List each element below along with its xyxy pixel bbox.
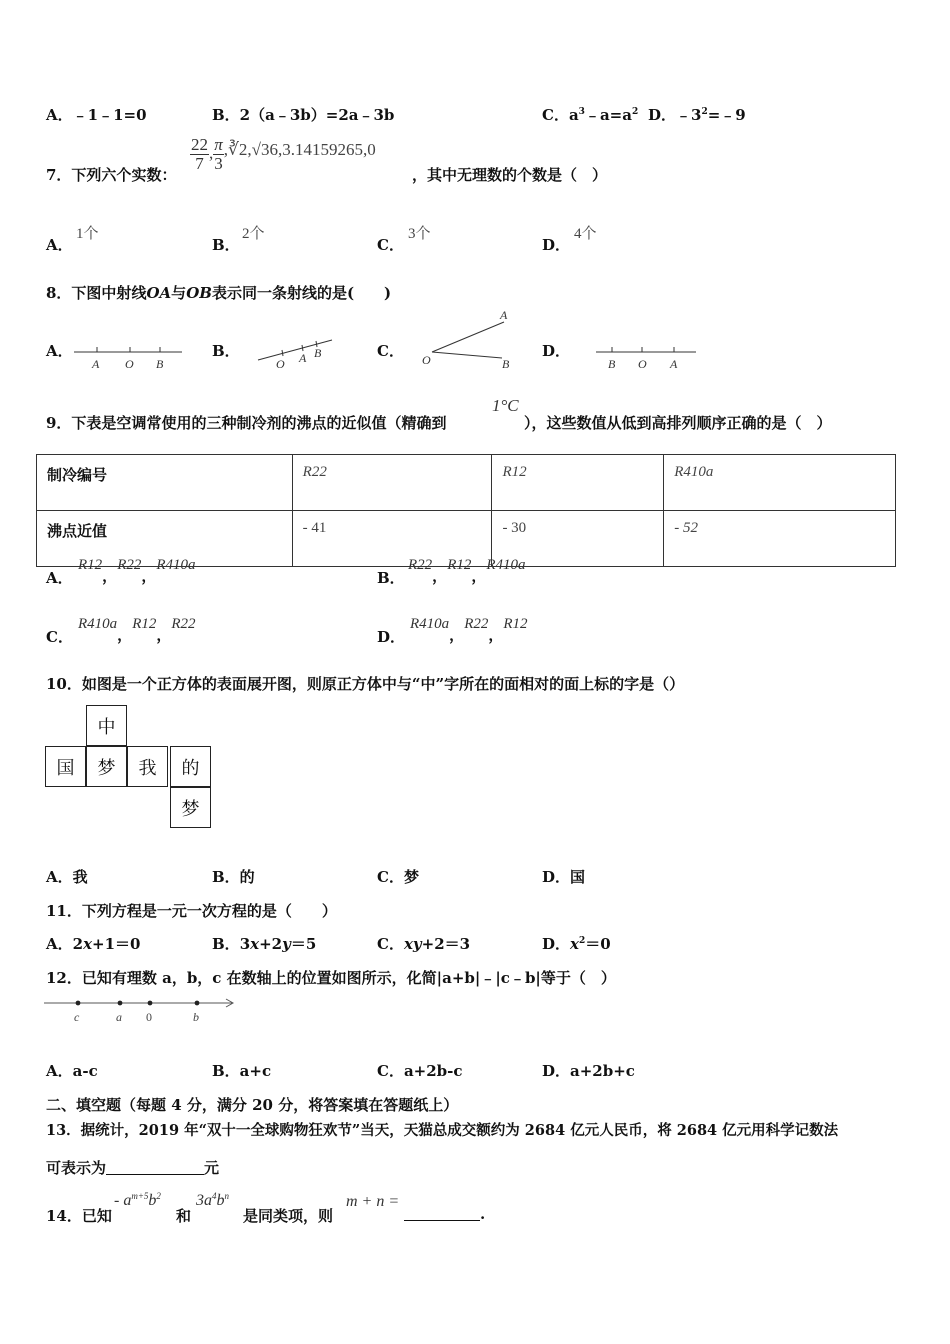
q6-option-d: D．$﹣3^2=﹣9$: [648, 106, 746, 124]
q7-option-a-value: 1个: [76, 226, 99, 242]
axis-label-0: 0: [146, 1010, 152, 1024]
q11-option-b: B．3x+2y＝5: [212, 935, 317, 953]
q8-a-label-B: B: [156, 357, 164, 371]
q8-a-label-A: A: [92, 357, 100, 371]
q7-option-d-label: D．: [542, 236, 571, 254]
q12-option-d: D．a+2b+c: [542, 1062, 635, 1080]
q6-option-b: B．2（a﹣3b）=2a﹣3b: [212, 106, 395, 124]
q6-option-a: A．﹣1﹣1=0: [46, 106, 147, 124]
table-cell: R22: [292, 455, 492, 511]
cube-face: 中: [86, 705, 127, 746]
q7-fraction-pi-3: $\frac{\pi}{3}$: [214, 135, 223, 173]
q7-stem: 7．下列六个实数：: [46, 166, 177, 184]
q8-d-label-A: A: [670, 357, 678, 371]
q8-d-label-O: O: [638, 357, 647, 371]
q8-option-c-label: C．: [377, 342, 404, 360]
q9-option-a: R12，R22，R410a: [78, 557, 196, 585]
q7-option-c-label: C．: [377, 236, 404, 254]
q14-answer-blank[interactable]: [404, 1206, 480, 1221]
q8-option-a-label: A．: [46, 342, 73, 360]
q8-figure-b: [254, 332, 336, 372]
q13-line2: 可表示为 元: [46, 1159, 220, 1177]
q8-option-b-label: B．: [212, 342, 240, 360]
q7-fraction-22-7: $\frac{22}{7}$: [191, 135, 208, 173]
table-cell: - 30: [492, 511, 664, 567]
q7-number-list: $\frac{22}{7}$ , $\frac{\pi}{3}$ ,∛2,√36,3.14159265,0: [191, 135, 376, 173]
q12-number-line: [44, 994, 238, 1024]
cube-face: 梦: [86, 746, 127, 787]
table-cell: - 52: [664, 511, 896, 567]
q13-line1: 13．据统计，2019 年“双十一全球购物狂欢节”当天，天猫总成交额约为 2684 亿元人民币，将 2684 亿元用科学记数法: [46, 1122, 839, 1139]
q8-stem: 8．下图中射线OA与OB表示同一条射线的是( ): [46, 284, 392, 302]
q9-stem-post: ），这些数值从低到高排列顺序正确的是（ ）: [524, 414, 832, 432]
q9-stem-pre: 9．下表是空调常使用的三种制冷剂的沸点的近似值（精确到: [46, 414, 447, 432]
q8-figure-c: [418, 306, 518, 372]
q14-answer: .: [404, 1205, 485, 1223]
q14-mid: 是同类项，则: [243, 1207, 334, 1225]
q11-option-c: C．xy+2＝3: [377, 935, 471, 953]
q11-stem: 11．下列方程是一元一次方程的是（ ）: [46, 902, 337, 920]
q14-expr3: m + n =: [346, 1193, 400, 1210]
q9-option-b-label: B．: [377, 569, 405, 587]
q8-option-d-label: D．: [542, 342, 571, 360]
q10-option-a: A．我: [46, 868, 88, 886]
q10-option-b: B．的: [212, 868, 255, 886]
q7-option-c-value: 3个: [408, 226, 431, 242]
q14-and: 和: [176, 1207, 192, 1225]
q10-option-c: C．梦: [377, 868, 419, 886]
table-row: [37, 455, 896, 511]
q8-figure-d: [592, 338, 700, 372]
q8-d-label-B: B: [608, 357, 616, 371]
refrigerant-table: [36, 454, 896, 567]
cube-face: 梦: [170, 787, 211, 828]
cube-face: 的: [170, 746, 211, 787]
axis-label-c: c: [74, 1010, 80, 1024]
q12-option-a: A．a-c: [46, 1062, 98, 1080]
q14-expr1: - $a^{m+5}b^2$: [114, 1191, 161, 1209]
q12-option-b: B．a+c: [212, 1062, 272, 1080]
q9-option-a-label: A．: [46, 569, 73, 587]
q8-c-label-A: A: [500, 308, 508, 322]
q9-option-b: R22，R12，R410a: [408, 557, 526, 585]
q7-option-d-value: 4个: [574, 226, 597, 242]
q8-figure-a: [72, 338, 186, 372]
q14-pre: 14．已知: [46, 1207, 112, 1225]
q10-stem: 10．如图是一个正方体的表面展开图，则原正方体中与“中”字所在的面相对的面上标的字是（）: [46, 675, 685, 693]
q7-option-b-label: B．: [212, 236, 240, 254]
q12-stem: 12．已知有理数 a，b，c 在数轴上的位置如图所示，化简|a+b|﹣|c﹣b|等于（ ）: [46, 969, 616, 987]
q9-option-d: R410a，R22，R12: [410, 616, 528, 644]
q9-option-c: R410a，R12，R22: [78, 616, 196, 644]
q8-b-label-B: B: [314, 346, 322, 360]
q7-option-b-value: 2个: [242, 226, 265, 242]
q9-option-d-label: D．: [377, 628, 406, 646]
q11-option-d: D．$x^2=0$: [542, 935, 611, 953]
q8-c-label-O: O: [422, 353, 431, 367]
q9-unit: 1°C: [492, 396, 519, 415]
q11-option-a: A．2x+1＝0: [46, 935, 141, 953]
table-cell: - 41: [292, 511, 492, 567]
q8-b-label-O: O: [276, 357, 285, 371]
q14-expr2: $3a^4b^n$: [196, 1191, 229, 1209]
table-cell: R12: [492, 455, 664, 511]
q10-option-d: D．国: [542, 868, 586, 886]
q8-b-label-A: A: [299, 351, 307, 365]
cube-face: 我: [127, 746, 168, 787]
q8-c-label-B: B: [502, 357, 510, 371]
table-cell: R410a: [664, 455, 896, 511]
section-title: 二、填空题（每题 4 分，满分 20 分，将答案填在答题纸上）: [46, 1096, 459, 1114]
axis-label-a: a: [116, 1010, 122, 1024]
table-cell: 制冷编号: [37, 455, 293, 511]
q7-stem-tail: ，其中无理数的个数是（ ）: [412, 166, 608, 184]
q9-option-c-label: C．: [46, 628, 73, 646]
cube-face: 国: [45, 746, 86, 787]
axis-label-b: b: [193, 1010, 199, 1024]
q13-answer-blank[interactable]: [106, 1160, 204, 1175]
q7-option-a-label: A．: [46, 236, 73, 254]
table-cell: 沸点近值: [37, 511, 293, 567]
q6-option-c: C．$a^3﹣a=a^2$: [542, 106, 639, 124]
q12-option-c: C．a+2b-c: [377, 1062, 463, 1080]
q8-a-label-O: O: [125, 357, 134, 371]
